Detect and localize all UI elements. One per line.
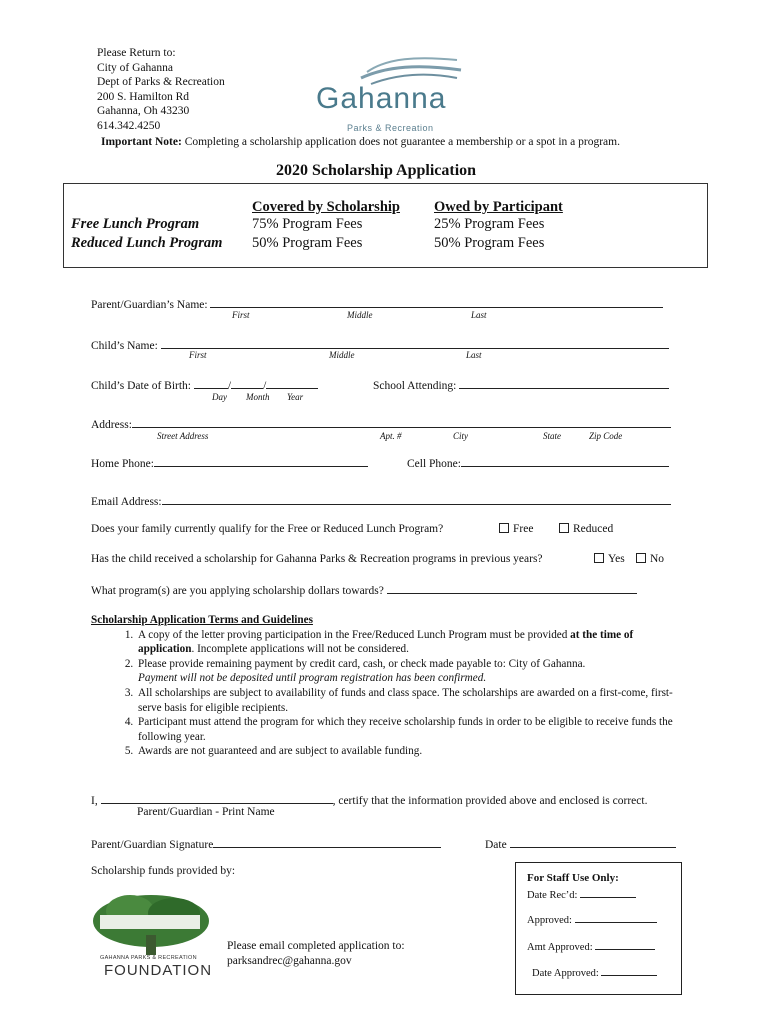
yes-checkbox[interactable] xyxy=(594,553,604,563)
reduced-checkbox[interactable] xyxy=(559,523,569,533)
dob-sep: / xyxy=(227,380,232,392)
free-checkbox[interactable] xyxy=(499,523,509,533)
question-lunch-text: Does your family currently qualify for the Free or Reduced Lunch Program? xyxy=(91,523,444,535)
certify-prefix: I, xyxy=(91,795,98,807)
addr-sub-zip: Zip Code xyxy=(589,431,623,441)
dob-year-line[interactable] xyxy=(266,377,318,389)
address-line: 200 S. Hamilton Rd xyxy=(97,90,190,103)
option-yes[interactable] xyxy=(594,553,625,565)
terms-list xyxy=(91,628,681,759)
addr-sub-street: Street Address xyxy=(157,431,209,441)
date-recd-field[interactable] xyxy=(527,886,636,901)
terms-item: 5. Awards are not guaranteed and are subject to available funding. xyxy=(136,744,681,759)
signature-field[interactable] xyxy=(91,836,441,851)
foundation-logo xyxy=(90,891,212,981)
staff-use-box xyxy=(515,862,682,995)
name-sub-middle: Middle xyxy=(347,310,373,320)
home-phone-field[interactable] xyxy=(91,455,368,470)
child-sub-last: Last xyxy=(466,350,482,360)
home-phone-line[interactable] xyxy=(154,455,368,467)
option-no[interactable] xyxy=(636,553,664,565)
terms-section xyxy=(91,613,681,759)
child-name-label: Child’s Name: xyxy=(91,340,158,352)
terms-item: 4. Participant must attend the program for which they receive scholarship funds in order to be eligible to receive funds the following year. xyxy=(136,715,681,744)
note-text: Completing a scholarship application does not guarantee a membership or a spot in a program. xyxy=(181,136,620,148)
amt-approved-label: Amt Approved: xyxy=(527,942,593,953)
free-owed: 25% Program Fees xyxy=(434,216,545,232)
school-line[interactable] xyxy=(459,377,669,389)
address-label: Address: xyxy=(91,419,132,431)
reduced-covered: 50% Program Fees xyxy=(252,235,363,251)
question-previous xyxy=(91,553,543,565)
reduced-label: Reduced xyxy=(573,523,614,535)
approved-field[interactable] xyxy=(527,911,657,926)
staff-title: For Staff Use Only: xyxy=(527,872,619,884)
address-line: City of Gahanna xyxy=(97,61,174,74)
addr-sub-state: State xyxy=(543,431,561,441)
date-approved-field[interactable] xyxy=(532,964,657,979)
approved-line[interactable] xyxy=(575,911,657,923)
foundation-line: GAHANNA PARKS & RECREATION xyxy=(100,955,197,961)
address-line: Gahanna, Oh 43230 xyxy=(97,105,190,118)
terms-text: . Incomplete applications will not be considered. xyxy=(191,643,409,656)
approved-label: Approved: xyxy=(527,915,572,926)
addr-sub-city: City xyxy=(453,431,468,441)
yes-label: Yes xyxy=(608,553,625,565)
terms-text: Please provide remaining payment by credit card, cash, or check made payable to: City of Gahanna. xyxy=(138,657,586,670)
program-table xyxy=(63,183,708,268)
no-label: No xyxy=(650,553,665,565)
date-label: Date xyxy=(485,839,507,851)
option-reduced[interactable] xyxy=(559,523,613,535)
note-label: Important Note: xyxy=(101,136,182,148)
question-lunch xyxy=(91,523,443,535)
dob-month-line[interactable] xyxy=(231,377,263,389)
school-field[interactable] xyxy=(373,377,669,392)
covered-header: Covered by Scholarship xyxy=(252,199,400,215)
terms-item: 3. All scholarships are subject to availability of funds and class space. The scholarships are awarded on a first-come, first-serve basis for eligible recipients. xyxy=(136,686,681,715)
owed-header: Owed by Participant xyxy=(434,199,563,215)
name-sub-first: First xyxy=(232,310,250,320)
terms-emphasis: at the time of application xyxy=(138,628,634,656)
no-checkbox[interactable] xyxy=(636,553,646,563)
child-name-line[interactable] xyxy=(161,337,669,349)
tree-icon xyxy=(90,891,212,955)
school-label: School Attending: xyxy=(373,380,457,392)
email-field[interactable] xyxy=(91,493,671,508)
foundation-name: FOUNDATION xyxy=(104,962,213,979)
dob-sub-month: Month xyxy=(246,392,270,402)
free-label: Free xyxy=(513,523,534,535)
date-recd-line[interactable] xyxy=(580,886,636,898)
addr-sub-apt: Apt. # xyxy=(380,431,402,441)
amt-approved-field[interactable] xyxy=(527,938,655,953)
terms-heading: Scholarship Application Terms and Guidelines xyxy=(91,614,313,626)
date-line[interactable] xyxy=(510,836,676,848)
date-approved-line[interactable] xyxy=(601,964,657,976)
child-sub-middle: Middle xyxy=(329,350,355,360)
cell-phone-field[interactable] xyxy=(407,455,669,470)
date-approved-label: Date Approved: xyxy=(532,968,599,979)
email-note-line1: Please email completed application to: xyxy=(227,940,405,952)
print-name-line[interactable] xyxy=(101,792,333,804)
free-covered: 75% Program Fees xyxy=(252,216,363,232)
dob-label: Child’s Date of Birth: xyxy=(91,380,191,392)
email-note-address[interactable]: parksandrec@gahanna.gov xyxy=(227,955,352,967)
terms-item xyxy=(136,657,681,686)
cell-phone-label: Cell Phone: xyxy=(407,458,461,470)
gahanna-logo xyxy=(312,50,472,136)
child-sub-first: First xyxy=(189,350,207,360)
amt-approved-line[interactable] xyxy=(595,938,655,950)
dob-sep: / xyxy=(263,380,267,392)
question-programs[interactable] xyxy=(91,582,637,597)
question-previous-text: Has the child received a scholarship for Gahanna Parks & Recreation programs in previous years? xyxy=(91,553,543,565)
address-line: 614.342.4250 xyxy=(97,119,161,132)
date-field[interactable] xyxy=(485,836,676,851)
email-line[interactable] xyxy=(162,493,671,505)
dob-day-line[interactable] xyxy=(194,377,228,389)
page-title: 2020 Scholarship Application xyxy=(276,162,477,179)
parent-name-field[interactable] xyxy=(91,296,663,311)
address-field[interactable] xyxy=(91,416,671,431)
certify-sub: Parent/Guardian - Print Name xyxy=(137,806,275,818)
programs-line[interactable] xyxy=(387,582,637,594)
email-label: Email Address: xyxy=(91,496,162,508)
signature-label: Parent/Guardian Signature xyxy=(91,839,214,851)
question-programs-text: What program(s) are you applying scholarship dollars towards? xyxy=(91,585,384,597)
address-line: Please Return to: xyxy=(97,47,176,59)
certify-line[interactable] xyxy=(91,792,647,807)
cell-phone-line[interactable] xyxy=(461,455,669,467)
option-free[interactable] xyxy=(499,523,533,535)
terms-emphasis: Payment will not be deposited until program registration has been confirmed. xyxy=(138,672,487,685)
dob-sub-day: Day xyxy=(212,392,227,402)
logo-subtitle: Parks & Recreation xyxy=(347,123,434,133)
terms-item xyxy=(136,628,681,657)
child-name-field[interactable] xyxy=(91,337,669,352)
dob-field[interactable] xyxy=(91,377,318,392)
address-line-input[interactable] xyxy=(132,416,671,428)
dob-sub-year: Year xyxy=(287,392,304,402)
reduced-owed: 50% Program Fees xyxy=(434,235,545,251)
row-label-reduced: Reduced Lunch Program xyxy=(71,235,223,251)
logo-word: Gahanna xyxy=(316,82,447,115)
parent-name-label: Parent/Guardian’s Name: xyxy=(91,299,208,311)
return-address xyxy=(97,46,225,134)
date-recd-label: Date Rec’d: xyxy=(527,890,578,901)
funds-label: Scholarship funds provided by: xyxy=(91,865,236,877)
certify-suffix: , certify that the information provided above and enclosed is correct. xyxy=(332,795,648,807)
address-line: Dept of Parks & Recreation xyxy=(97,76,225,89)
important-note xyxy=(101,136,620,148)
signature-line[interactable] xyxy=(213,836,441,848)
parent-name-line[interactable] xyxy=(210,296,663,308)
wave-icon xyxy=(357,50,467,86)
row-label-free: Free Lunch Program xyxy=(71,216,200,232)
terms-text: A copy of the letter proving participation in the Free/Reduced Lunch Program must be provided xyxy=(138,628,571,641)
home-phone-label: Home Phone: xyxy=(91,458,154,470)
name-sub-last: Last xyxy=(471,310,487,320)
